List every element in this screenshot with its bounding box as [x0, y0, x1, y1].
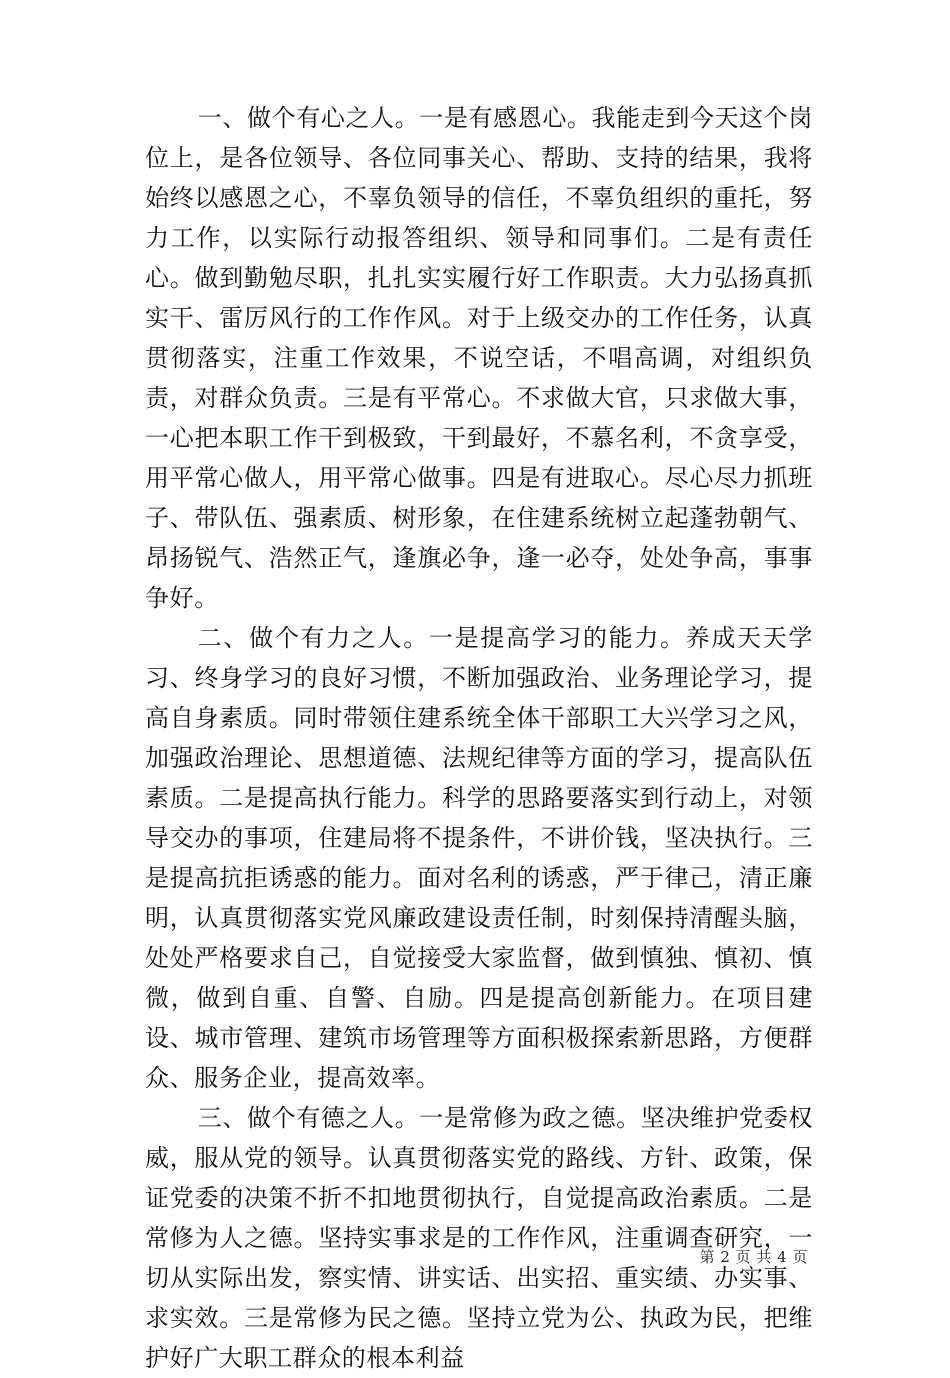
document-body	[145, 98, 813, 1378]
paragraph-3: 三、做个有德之人。一是常修为政之德。坚决维护党委权威，服从党的领导。认真贯彻落实党的路线、方针、政策，保证党委的决策不折不扣地贯彻执行，自觉提高政治素质。二是常修为人之德。坚持实事求是的工作作风，注重调查研究，一切从实际出发，察实情、讲实话、出实招、重实绩、办实事、求实效。三是常修为民之德。坚持立党为公、执政为民，把维护好广大职工群众的根本利益	[145, 1104, 813, 1372]
paragraph-1: 一、做个有心之人。一是有感恩心。我能走到今天这个岗位上，是各位领导、各位同事关心、帮助、支持的结果，我将始终以感恩之心，不辜负领导的信任，不辜负组织的重托，努力工作，以实际行动报答组织、领导和同事们。二是有责任心。做到勤勉尽职，扎扎实实履行好工作职责。大力弘扬真抓实干、雷厉风行的工作作风。对于上级交办的工作任务，认真贯彻落实，注重工作效果，不说空话，不唱高调，对组织负责，对群众负责。三是有平常心。不求做大官，只求做大事，一心把本职工作干到极致，干到最好，不慕名利，不贪享受，用平常心做人，用平常心做事。四是有进取心。尽心尽力抓班子、带队伍、强素质、树形象，在住建系统树立起蓬勃朝气、昂扬锐气、浩然正气，逢旗必争，逢一必夺，处处争高，事事争好。	[145, 104, 813, 612]
paragraph-2: 二、做个有力之人。一是提高学习的能力。养成天天学习、终身学习的良好习惯，不断加强政治、业务理论学习，提高自身素质。同时带领住建系统全体干部职工大兴学习之风，加强政治理论、思想道德、法规纪律等方面的学习，提高队伍素质。二是提高执行能力。科学的思路要落实到行动上，对领导交办的事项，住建局将不提条件，不讲价钱，坚决执行。三是提高抗拒诱惑的能力。面对名利的诱惑，严于律己，清正廉明，认真贯彻落实党风廉政建设责任制，时刻保持清醒头脑，处处严格要求自己，自觉接受大家监督，做到慎独、慎初、慎微，做到自重、自警、自励。四是提高创新能力。在项目建设、城市管理、建筑市场管理等方面积极探索新思路，方便群众、服务企业，提高效率。	[145, 624, 813, 1092]
page-number: 第 2 页 共 4 页	[699, 1248, 808, 1266]
